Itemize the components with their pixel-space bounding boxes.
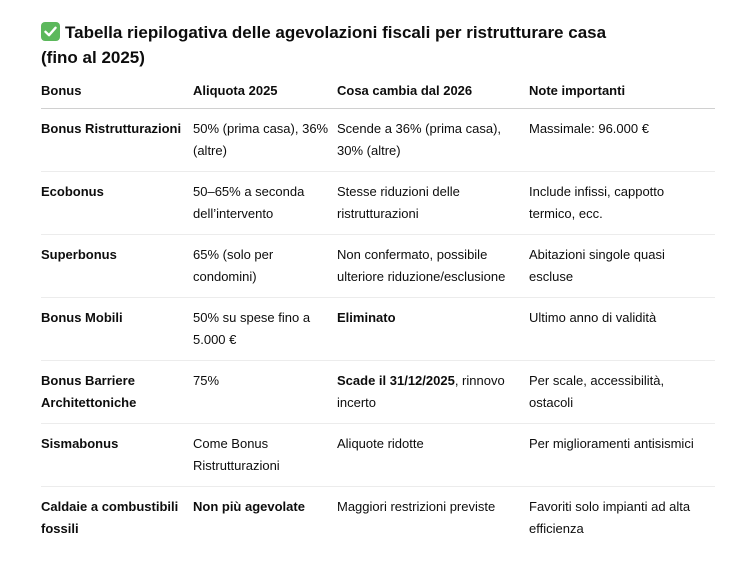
table-row xyxy=(41,298,715,361)
cell-note: Per scale, accessibilità, ostacoli xyxy=(529,361,715,424)
cell-cambia: Scende a 36% (prima casa), 30% (altre) xyxy=(337,109,529,172)
cell-bonus: Ecobonus xyxy=(41,172,193,235)
cell-aliquota-emphasis: Non più agevolate xyxy=(193,499,305,514)
cell-bonus: Bonus Barriere Architettoniche xyxy=(41,361,193,424)
content xyxy=(41,20,715,549)
cell-cambia-text: , rinnovo incerto xyxy=(337,373,505,410)
table-row xyxy=(41,487,715,550)
column-header-aliquota: Aliquota 2025 xyxy=(193,80,337,109)
cell-cambia-emphasis: Eliminato xyxy=(337,310,396,325)
cell-cambia: Non confermato, possibile ulteriore riduzione/esclusione xyxy=(337,235,529,298)
cell-cambia: Aliquote ridotte xyxy=(337,424,529,487)
table-row xyxy=(41,361,715,424)
cell-note: Abitazioni singole quasi escluse xyxy=(529,235,715,298)
cell-cambia: Stesse riduzioni delle ristrutturazioni xyxy=(337,172,529,235)
cell-aliquota: 50–65% a seconda dell’intervento xyxy=(193,172,337,235)
cell-aliquota: 50% (prima casa), 36% (altre) xyxy=(193,109,337,172)
section-heading xyxy=(41,20,631,70)
cell-cambia xyxy=(337,298,529,361)
cell-bonus: Bonus Ristrutturazioni xyxy=(41,109,193,172)
cell-note: Per miglioramenti antisismici xyxy=(529,424,715,487)
table-header-row xyxy=(41,80,715,109)
section-heading-text: Tabella riepilogativa delle agevolazioni fiscali per ristrutturare casa (fino al 2025) xyxy=(41,23,607,67)
cell-note: Massimale: 96.000 € xyxy=(529,109,715,172)
cell-bonus: Caldaie a combustibili fossili xyxy=(41,499,179,536)
column-header-bonus: Bonus xyxy=(41,80,193,109)
bonus-table xyxy=(41,80,715,549)
table-row xyxy=(41,424,715,487)
column-header-note: Note importanti xyxy=(529,80,715,109)
cell-bonus: Sismabonus xyxy=(41,424,193,487)
cell-aliquota: 75% xyxy=(193,361,337,424)
cell-note: Ultimo anno di validità xyxy=(529,298,715,361)
table-row xyxy=(41,109,715,172)
cell-cambia xyxy=(337,361,529,424)
table-row xyxy=(41,235,715,298)
cell-note: Favoriti solo impianti ad alta efficienza xyxy=(529,499,691,536)
cell-aliquota: Come Bonus Ristrutturazioni xyxy=(193,424,337,487)
cell-cambia: Maggiori restrizioni previste xyxy=(337,499,496,514)
check-mark-icon xyxy=(41,22,60,41)
cell-aliquota xyxy=(193,487,337,550)
cell-aliquota: 65% (solo per condomini) xyxy=(193,235,337,298)
column-header-cambia: Cosa cambia dal 2026 xyxy=(337,80,529,109)
cell-note: Include infissi, cappotto termico, ecc. xyxy=(529,172,715,235)
cell-aliquota: 50% su spese fino a 5.000 € xyxy=(193,298,337,361)
cell-bonus: Bonus Mobili xyxy=(41,298,193,361)
table-row xyxy=(41,172,715,235)
cell-cambia-emphasis: Scade il 31/12/2025 xyxy=(337,373,455,388)
cell-bonus: Superbonus xyxy=(41,235,193,298)
